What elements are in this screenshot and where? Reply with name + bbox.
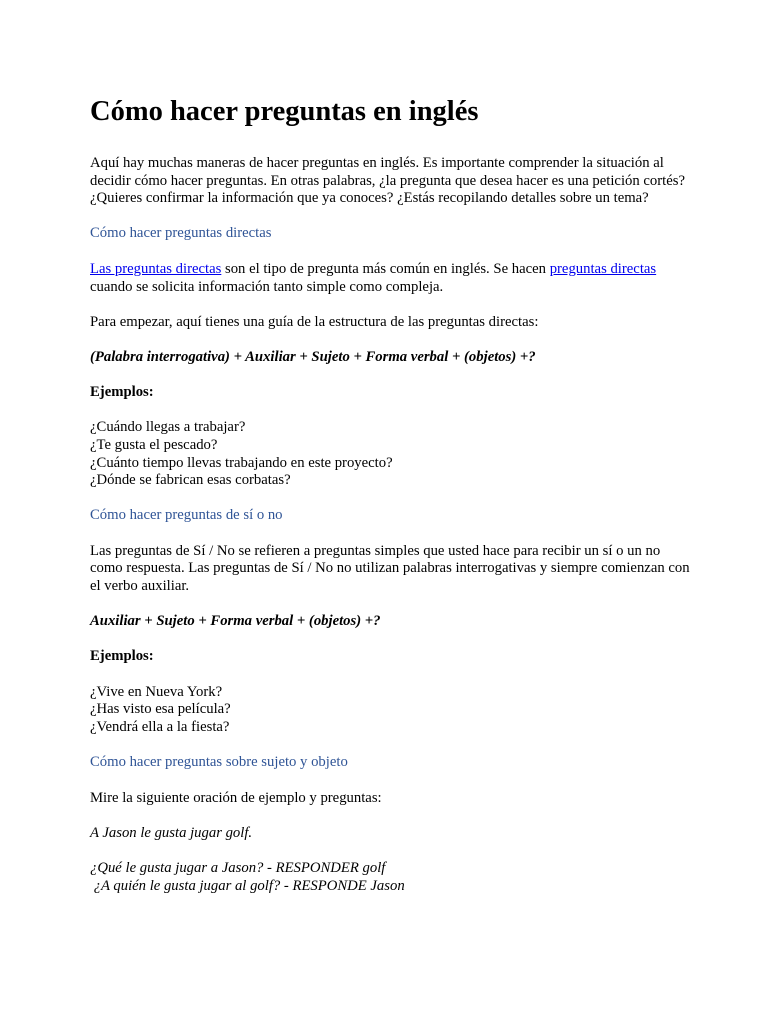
intro-paragraph: Aquí hay muchas maneras de hacer preguntas en inglés. Es importante comprender la situación al decidir cómo hacer preguntas. En otras palabras, ¿la pregunta que desea hacer es una petición cortés? ¿Quieres confirmar la información que ya conoces? ¿Estás recopilando detalles sobre un tema? <box>90 155 685 207</box>
subject-object-paragraph: Mire la siguiente oración de ejemplo y preguntas: <box>90 789 382 806</box>
question-item: ¿A quién le gusta jugar al golf? - RESPONDE Jason <box>90 877 405 894</box>
yes-no-paragraph: Las preguntas de Sí / No se refieren a preguntas simples que usted hace para recibir un sí o un no como respuesta. Las preguntas de Sí / No no utilizan palabras interrogativas y siempre comienzan con el verbo auxiliar. <box>90 542 690 595</box>
examples-list-2 <box>90 684 690 737</box>
page-title: Cómo hacer preguntas en inglés <box>90 96 479 127</box>
examples-list-1 <box>90 419 690 489</box>
document-page <box>90 93 690 895</box>
example-item: ¿Has visto esa película? <box>90 701 231 718</box>
yes-no-formula: Auxiliar + Sujeto + Forma verbal + (objetos) +? <box>90 613 381 630</box>
example-item: ¿Vendrá ella a la fiesta? <box>90 718 230 735</box>
example-item: ¿Cuánto tiempo llevas trabajando en este proyecto? <box>90 454 393 471</box>
structure-guide-paragraph: Para empezar, aquí tienes una guía de la estructura de las preguntas directas: <box>90 313 539 330</box>
section-heading-subject-object: Cómo hacer preguntas sobre sujeto y objeto <box>90 754 348 770</box>
subject-object-questions <box>90 860 690 895</box>
example-sentence: A Jason le gusta jugar golf. <box>90 824 253 841</box>
direct-questions-link-2[interactable]: preguntas directas <box>549 260 657 277</box>
direct-questions-text-1: son el tipo de pregunta más común en inglés. Se hacen <box>221 260 550 277</box>
example-item: ¿Te gusta el pescado? <box>90 436 218 453</box>
example-item: ¿Dónde se fabrican esas corbatas? <box>90 472 291 489</box>
example-item: ¿Vive en Nueva York? <box>90 683 223 700</box>
question-item: ¿Qué le gusta jugar a Jason? - RESPONDER golf <box>90 859 386 876</box>
examples-label-1: Ejemplos: <box>90 384 154 401</box>
direct-questions-link[interactable]: Las preguntas directas <box>90 260 222 277</box>
section-heading-direct-questions: Cómo hacer preguntas directas <box>90 225 272 242</box>
direct-questions-text-2: cuando se solicita información tanto simple como compleja. <box>90 278 444 295</box>
section-heading-yes-no-questions: Cómo hacer preguntas de sí o no <box>90 507 283 524</box>
example-item: ¿Cuándo llegas a trabajar? <box>90 419 246 436</box>
direct-questions-paragraph <box>90 261 690 296</box>
direct-questions-formula: (Palabra interrogativa) + Auxiliar + Sujeto + Forma verbal + (objetos) +? <box>90 348 536 365</box>
examples-label-2: Ejemplos: <box>90 648 154 665</box>
